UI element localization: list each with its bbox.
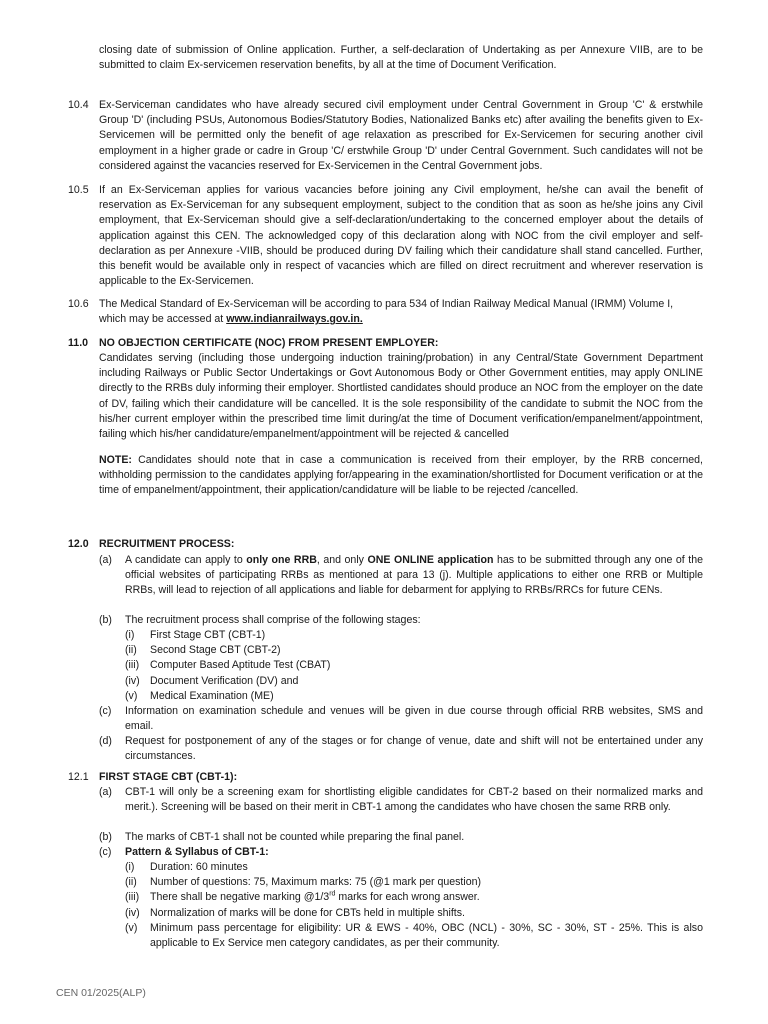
section-12-a-text: A candidate can apply to only one RRB, and only ONE ONLINE application has to be submitted through any one of the official websites of participating RRBs as mentioned at para 13 (j). Multiple applications to either one RRB or Multiple RRBs, will lead to rejection of all applications and liable for debarment for applying to RRBs/RRCs for future CENs. — [125, 554, 703, 597]
section-number-11: 11.0 — [68, 337, 89, 349]
item-label: (b) — [99, 831, 112, 843]
section-10-4-text: Ex-Serviceman candidates who have already secured civil employment under Central Government in Group 'C' & erstwhile Group 'D' (including PSUs, Autonomous Bodies/Statutory Bodies, Nationalized Banks etc) after availing the benefits given to Ex-Servicemen will be permitted only the benefit of age relaxation as prescribed for Ex-Servicemen for securing another civil employment in a higher grade or cadre in Group 'C/ erstwhile Group 'D' under Central Government. Such candidates will not be considered against the vacancies reserved for Ex-Servicemen in the Central Government jobs. — [99, 99, 703, 172]
section-number-10-4: 10.4 — [68, 99, 89, 111]
section-12-b-text: The recruitment process shall comprise of the following stages: — [125, 614, 421, 626]
cbt1-pattern-list — [125, 860, 703, 951]
list-item: (ii) Second Stage CBT (CBT-2) — [125, 644, 281, 657]
section-number-12-1: 12.1 — [68, 771, 89, 783]
section-12-1-a-text: CBT-1 will only be a screening exam for shortlisting eligible candidates for CBT-2 based on their normalized marks and merit.). Screening will be based on their merit in CBT-1 among the candidates who have chosen the same RRB only. — [125, 786, 703, 814]
list-item: (iv) Document Verification (DV) and — [125, 674, 299, 687]
list-item: (v) Minimum pass percentage for eligibility: UR & EWS - 40%, OBC (NCL) - 30%, SC - 30%, ST - 25%. This is also applicable to Ex Service men category candidates, as per their community. — [125, 921, 703, 949]
section-number-12: 12.0 — [68, 538, 89, 550]
item-label: (b) — [99, 614, 112, 626]
intro-paragraph: closing date of submission of Online application. Further, a self-declaration of Undertaking as per Annexure VIIB, are to be submitted to claim Ex-servicemen reservation benefits, by all at the time of Document Verification. — [99, 44, 703, 72]
list-item: (iii) Computer Based Aptitude Test (CBAT) — [125, 659, 331, 672]
list-item: (v) Medical Examination (ME) — [125, 689, 274, 702]
section-12-1-heading: FIRST STAGE CBT (CBT-1): — [99, 771, 238, 783]
section-11-note — [99, 453, 703, 499]
section-11-heading: NO OBJECTION CERTIFICATE (NOC) FROM PRESENT EMPLOYER: — [99, 337, 439, 349]
list-item: (i) Duration: 60 minutes — [125, 861, 248, 873]
list-item: (iii) There shall be negative marking @1/3rd marks for each wrong answer. — [125, 890, 480, 904]
list-item: (i) First Stage CBT (CBT-1) — [125, 629, 266, 641]
section-10-5-text: If an Ex-Serviceman applies for various vacancies before joining any Civil employment, he/she can avail the benefit of reservation as Ex-Serviceman for any subsequent employment, subject to the condition that as soon as he/she joins any Civil employment, that Ex-Serviceman should give a self-declaration/undertaking to the concerned employer about the details of application against this CEN. The acknowledged copy of this declaration along with NOC from the civil employer and self-declaration as per Annexure -VIIB, should be produced during DV failing which their candidature shall stand cancelled. Further, this benefit would be available only in respect of vacancies which are filled on direct recruitment and wherever reservation is applicable to the Ex-Servicemen. — [99, 184, 703, 288]
item-label: (c) — [99, 846, 112, 858]
section-11-text: Candidates serving (including those undergoing induction training/probation) in any Central/State Government Department including Railways or Public Sector Undertakings or Govt Autonomous Body or Other Government entities, may apply ONLINE directly to the RRBs duly informing their employer. Shortlisted candidates should produce an NOC from the employer on the date of DV, failing which their candidature will be cancelled. It is the sole responsibility of the candidate to submit the NOC from the his/her current employer within the prescribed time limit during/at the time of Document verification/empanelment/appointment, failing which his/her candidature/empanelment/appointment will be rejected & cancelled — [99, 352, 703, 441]
indianrailways-link[interactable]: www.indianrailways.gov.in. — [226, 313, 363, 326]
section-10-6-body: The Medical Standard of Ex-Serviceman will be according to para 534 of Indian Railway Medical Manual (IRMM) Volume I, which may be accessed at — [99, 298, 674, 326]
section-number-10-6: 10.6 — [68, 298, 89, 310]
item-label: (c) — [99, 705, 112, 717]
page-footer: CEN 01/2025(ALP) — [56, 987, 146, 999]
list-item: (ii) Number of questions: 75, Maximum marks: 75 (@1 mark per question) — [125, 876, 482, 889]
item-label: (a) — [99, 786, 112, 798]
item-label: (d) — [99, 735, 112, 747]
section-12-1-c-heading: Pattern & Syllabus of CBT-1: — [125, 846, 269, 858]
section-12-1-b-text: The marks of CBT-1 shall not be counted while preparing the final panel. — [125, 831, 465, 843]
section-number-10-5: 10.5 — [68, 184, 89, 196]
section-10-6-text — [99, 297, 703, 327]
stages-list — [125, 628, 685, 704]
section-12-c-text: Information on examination schedule and venues will be given in due course through official RRB websites, SMS and email. — [125, 705, 703, 733]
item-label: (a) — [99, 554, 112, 566]
list-item: (iv) Normalization of marks will be done for CBTs held in multiple shifts. — [125, 906, 465, 919]
note-label: NOTE: — [99, 454, 132, 466]
note-text: Candidates should note that in case a communication is received from their employer, by the RRB concerned, withholding permission to the candidates applying for/appearing in the examination/shortlisted for Document verification or at the time of empanelment/appointment, their application/candidature will be liable to be rejected /cancelled. — [99, 454, 703, 497]
section-12-heading: RECRUITMENT PROCESS: — [99, 538, 235, 550]
section-12-d-text: Request for postponement of any of the stages or for change of venue, date and shift will not be entertained under any circumstances. — [125, 735, 703, 763]
